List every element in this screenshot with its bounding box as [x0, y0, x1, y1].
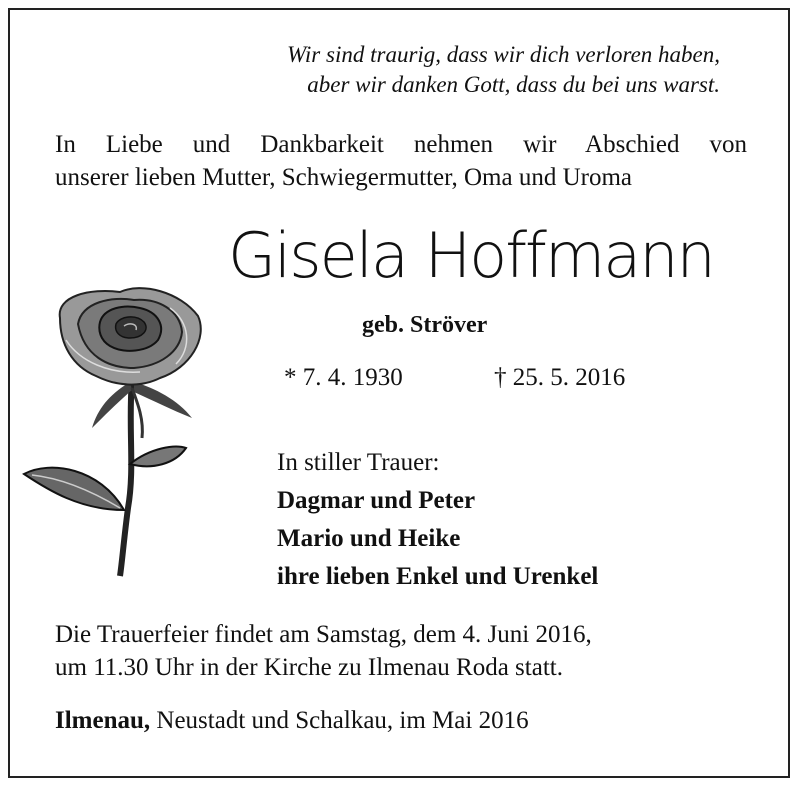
- closing-line: [55, 704, 529, 737]
- motto-line-1: Wir sind traurig, dass wir dich verloren haben,: [287, 42, 720, 67]
- deceased-name: Gisela Hoffmann: [228, 219, 714, 292]
- closing-rest: Neustadt und Schalkau, im Mai 2016: [150, 707, 529, 734]
- maiden-name: geb. Ströver: [362, 312, 488, 338]
- rose-illustration: [20, 278, 220, 583]
- service-line-1: Die Trauerfeier findet am Samstag, dem 4. Juni 2016,: [55, 621, 592, 648]
- intro-line-1: In Liebe und Dankbarkeit nehmen wir Abschied von: [55, 131, 747, 158]
- service-line-2: um 11.30 Uhr in der Kirche zu Ilmenau Roda statt.: [55, 654, 563, 681]
- motto-line-2: aber wir danken Gott, dass du bei uns warst.: [307, 72, 720, 97]
- mourner-2: Mario und Heike: [277, 525, 461, 552]
- intro-line-2: unserer lieben Mutter, Schwiegermutter, Oma und Uroma: [55, 164, 632, 191]
- mourners-heading: In stiller Trauer:: [277, 449, 440, 476]
- mourner-1: Dagmar und Peter: [277, 487, 476, 514]
- mourner-3: ihre lieben Enkel und Urenkel: [277, 563, 599, 590]
- closing-place: Ilmenau,: [55, 707, 151, 734]
- birth-date: * 7. 4. 1930: [284, 364, 403, 391]
- death-date: † 25. 5. 2016: [494, 364, 626, 391]
